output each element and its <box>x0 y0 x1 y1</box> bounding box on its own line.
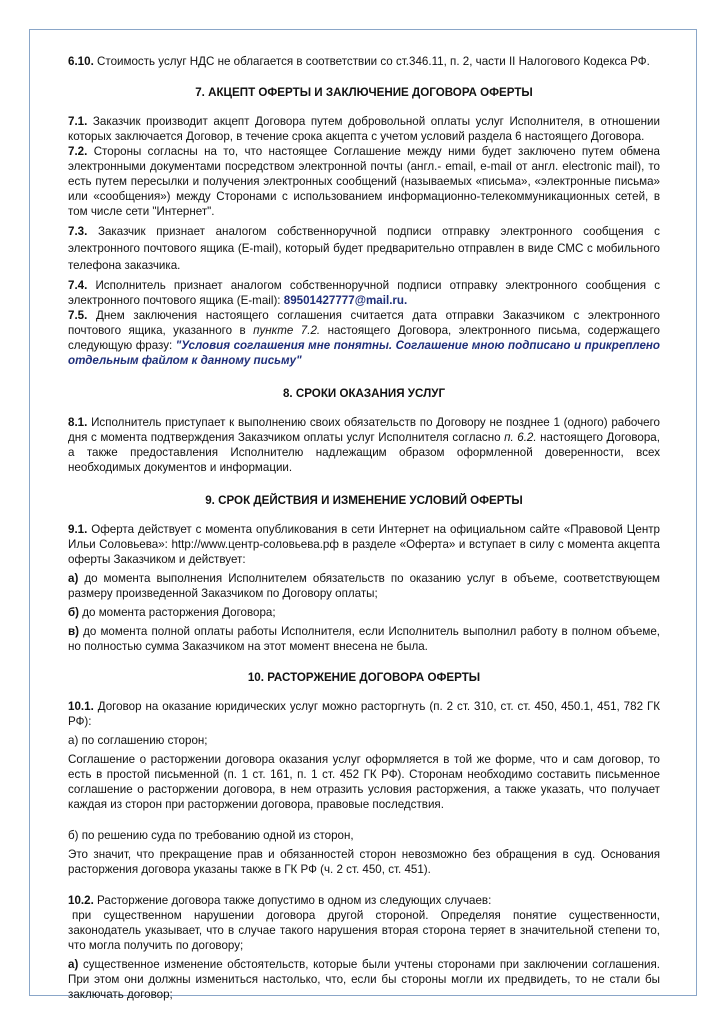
clause-10-1 <box>68 699 660 729</box>
clause-7-5 <box>68 308 660 368</box>
clause-number: 6.10. <box>68 55 94 68</box>
clause-10-1-b-text: Это значит, что прекращение прав и обязанностей сторон невозможно без обращения в суд. Основания расторжения договора указаны также в ГК РФ (ч. 2 ст. 450, ст. 451). <box>68 848 660 876</box>
contractor-email: 89501427777@mail.ru. <box>283 294 408 307</box>
section-8-heading: 8. СРОКИ ОКАЗАНИЯ УСЛУГ <box>282 387 446 400</box>
clause-8-1 <box>68 415 660 475</box>
clause-text: Стоимость услуг НДС не облагается в соответствии со ст.346.11, п. 2, части II Налогового Кодекса РФ. <box>97 55 650 68</box>
clause-10-1-b-label: б) по решению суда по требованию одной из сторон, <box>68 829 354 842</box>
item-text: существенное изменение обстоятельств, которые были учтены сторонами при заключении соглашения. При этом они должны измениться настолько, что, если бы стороны могли их предвидеть, то не стали бы заключать договор; <box>68 958 660 1001</box>
clause-6-10 <box>68 54 660 69</box>
item-letter: а) <box>68 572 79 585</box>
clause-text: Стороны согласны на то, что настоящее Соглашение между ними будет заключено путем обмена электронными документами посредством электронной почты (англ.- email, e-mail от англ. electronic mail), то есть путем пересылки и получения электронных сообщений (называемых «письма», «электронные письма» или «сообщения») между Сторонами с использованием информационно-телекоммуникационных сетей, в том числе сети "Интернет". <box>68 145 660 218</box>
clause-10-2 <box>68 893 660 908</box>
clause-text: Оферта действует с момента опубликования в сети Интернет на официальном сайте «Правовой Центр Ильи Соловьева»: http://www.центр-соловьева.рф в разделе «Оферта» и вступает в силу с момента акцепта оферты Заказчиком и действует: <box>68 523 660 566</box>
clause-text: Договор на оказание юридических услуг можно расторгнуть (п. 2 ст. 310, ст. ст. 450, 450.1, 451, 782 ГК РФ): <box>68 700 660 728</box>
section-9-heading: 9. СРОК ДЕЙСТВИЯ И ИЗМЕНЕНИЕ УСЛОВИЙ ОФЕРТЫ <box>205 494 523 507</box>
clause-text: настоящего Договора, электронного письма, содержащего следующую фразу: <box>68 324 660 352</box>
clause-10-2-text: при существенном нарушении договора другой стороной. Определяя понятие существенности, законодатель указывает, что в случае такого нарушения вторая сторона теряет в значительной степени то, что могла получить по договору; <box>68 909 660 952</box>
clause-text: Исполнитель приступает к выполнению своих обязательств по Договору не позднее 1 (одного) рабочего дня с момента подтверждения Заказчиком оплаты услуг Исполнителя согласно <box>68 416 660 444</box>
item-text: до момента полной оплаты работы Исполнителя, если Исполнитель выполнил работу в полном объеме, но полностью сумма Заказчиком на этот момент внесена не была. <box>68 625 660 653</box>
required-phrase: "Условия соглашения мне понятны. Соглашение мною подписано и прикреплено отдельным файлом к данному письму" <box>68 339 660 367</box>
document-content <box>68 54 660 1002</box>
section-10-heading: 10. РАСТОРЖЕНИЕ ДОГОВОРА ОФЕРТЫ <box>247 671 481 684</box>
clause-10-1-a-label: а) по соглашению сторон; <box>68 734 208 747</box>
clause-number: 10.1. <box>68 700 94 713</box>
section-7-heading: 7. АКЦЕПТ ОФЕРТЫ И ЗАКЛЮЧЕНИЕ ДОГОВОРА ОФЕРТЫ <box>195 86 533 99</box>
clause-text: Исполнитель признает аналогом собственноручной подписи отправку электронного сообщения с электронного почтового ящика (E-mail): <box>68 279 660 307</box>
clause-9-1-a <box>68 571 660 601</box>
clause-number: 7.4. <box>68 279 88 292</box>
clause-text: Днем заключения настоящего соглашения считается дата отправки Заказчиком с электронного почтового ящика, указанного в <box>68 309 660 337</box>
clause-number: 7.3. <box>68 225 88 238</box>
item-text: до момента выполнения Исполнителем обязательств по оказанию услуг в объеме, соответствующем размеру произведенной Заказчиком по Договору оплаты; <box>68 572 660 600</box>
clause-number: 8.1. <box>68 416 88 429</box>
clause-number: 7.2. <box>68 145 88 158</box>
clause-text: Заказчик признает аналогом собственноручной подписи отправку электронного сообщения с электронного почтового ящика (E-mail), который будет предварительно отправлен в виде СМС с мобильного телефона заказчика. <box>68 225 660 272</box>
clause-number: 10.2. <box>68 894 94 907</box>
clause-number: 9.1. <box>68 523 88 536</box>
item-text: до момента расторжения Договора; <box>82 606 276 619</box>
clause-text: настоящего Договора, а также предоставления Исполнителю надлежащим образом оформленной доверенности, всех необходимых документов и информации. <box>68 431 660 474</box>
clause-9-1-b <box>68 605 660 620</box>
item-letter: а) <box>68 958 79 971</box>
clause-7-4 <box>68 278 660 308</box>
clause-reference: п. 6.2. <box>504 431 537 444</box>
item-letter: б) <box>68 606 80 619</box>
clause-7-2 <box>68 144 660 219</box>
item-letter: в) <box>68 625 79 638</box>
clause-10-2-a <box>68 957 660 1002</box>
clause-text: Расторжение договора также допустимо в одном из следующих случаев: <box>97 894 492 907</box>
clause-7-3 <box>68 223 660 274</box>
clause-reference: пункте 7.2. <box>253 324 321 337</box>
clause-10-1-a-text: Соглашение о расторжении договора оказания услуг оформляется в той же форме, что и сам договор, то есть в простой письменной (п. 1 ст. 161, п. 1 ст. 452 ГК РФ). Сторонам необходимо составить письменное соглашение о расторжении договора, в нем отразить условия расторжения, а также указать, что получает каждая из сторон при расторжении договора, правовые последствия. <box>68 753 660 811</box>
clause-9-1 <box>68 522 660 567</box>
clause-9-1-c <box>68 624 660 654</box>
clause-number: 7.5. <box>68 309 88 322</box>
clause-text: Заказчик производит акцепт Договора путем добровольной оплаты услуг Исполнителя, в отношении которых заключается Договор, в течение срока акцепта с учетом условий раздела 6 настоящего Договора. <box>68 115 660 143</box>
clause-number: 7.1. <box>68 115 88 128</box>
clause-7-1 <box>68 114 660 144</box>
